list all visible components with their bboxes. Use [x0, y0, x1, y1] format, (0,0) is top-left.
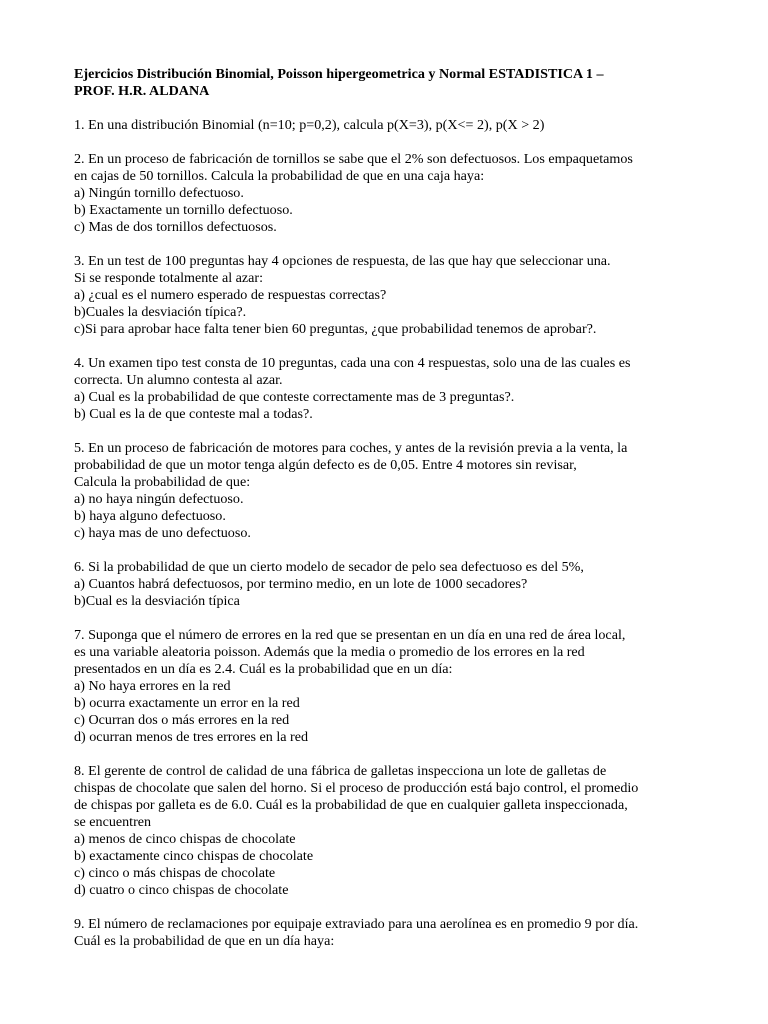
question-line: 2. En un proceso de fabricación de tornillos se sabe que el 2% son defectuosos. Los empaquetamos: [74, 151, 633, 167]
question-line: c)Si para aprobar hace falta tener bien 60 preguntas, ¿que probabilidad tenemos de aprobar?.: [74, 321, 597, 337]
question-line: 1. En una distribución Binomial (n=10; p=0,2), calcula p(X=3), p(X<= 2), p(X > 2): [74, 117, 545, 133]
question-line: Si se responde totalmente al azar:: [74, 270, 264, 286]
question-line: correcta. Un alumno contesta al azar.: [74, 372, 283, 388]
question-7: [74, 627, 714, 746]
question-line: b) exactamente cinco chispas de chocolate: [74, 848, 314, 864]
question-line: b)Cuales la desviación típica?.: [74, 304, 247, 320]
question-3: [74, 253, 714, 338]
question-line: 9. El número de reclamaciones por equipaje extraviado para una aerolínea es en promedio 9 por día.: [74, 916, 639, 932]
question-line: a) menos de cinco chispas de chocolate: [74, 831, 296, 847]
question-line: 7. Suponga que el número de errores en la red que se presentan en un día en una red de área local,: [74, 627, 626, 643]
question-line: a) No haya errores en la red: [74, 678, 231, 694]
question-8: [74, 763, 714, 899]
question-line: a) no haya ningún defectuoso.: [74, 491, 244, 507]
question-line: c) haya mas de uno defectuoso.: [74, 525, 251, 541]
question-line: 3. En un test de 100 preguntas hay 4 opciones de respuesta, de las que hay que seleccionar una.: [74, 253, 611, 269]
question-line: c) Mas de dos tornillos defectuosos.: [74, 219, 277, 235]
document-title: [74, 66, 714, 100]
question-line: Calcula la probabilidad de que:: [74, 474, 251, 490]
question-line: a) Cuantos habrá defectuosos, por termino medio, en un lote de 1000 secadores?: [74, 576, 528, 592]
question-line: presentados en un día es 2.4. Cuál es la probabilidad que en un día:: [74, 661, 453, 677]
question-line: en cajas de 50 tornillos. Calcula la probabilidad de que en una caja haya:: [74, 168, 485, 184]
question-line: 5. En un proceso de fabricación de motores para coches, y antes de la revisión previa a la venta, la: [74, 440, 628, 456]
question-line: 8. El gerente de control de calidad de una fábrica de galletas inspecciona un lote de galletas de: [74, 763, 607, 779]
question-2: [74, 151, 714, 236]
question-4: [74, 355, 714, 423]
question-list: [74, 117, 714, 950]
question-line: Cuál es la probabilidad de que en un día haya:: [74, 933, 335, 949]
question-9: [74, 916, 714, 950]
question-1: [74, 117, 714, 134]
question-line: es una variable aleatoria poisson. Además que la media o promedio de los errores en la red: [74, 644, 585, 660]
question-line: b) haya alguno defectuoso.: [74, 508, 226, 524]
question-line: c) cinco o más chispas de chocolate: [74, 865, 276, 881]
title-line: Ejercicios Distribución Binomial, Poisson hipergeometrica y Normal ESTADISTICA 1 –: [74, 66, 604, 82]
question-line: 6. Si la probabilidad de que un cierto modelo de secador de pelo sea defectuoso es del 5%,: [74, 559, 584, 575]
question-line: probabilidad de que un motor tenga algún defecto es de 0,05. Entre 4 motores sin revisar,: [74, 457, 577, 473]
question-line: b) Exactamente un tornillo defectuoso.: [74, 202, 293, 218]
question-5: [74, 440, 714, 542]
title-line: PROF. H.R. ALDANA: [74, 83, 210, 99]
question-line: a) ¿cual es el numero esperado de respuestas correctas?: [74, 287, 387, 303]
question-line: c) Ocurran dos o más errores en la red: [74, 712, 290, 728]
question-line: de chispas por galleta es de 6.0. Cuál es la probabilidad de que en cualquier galleta inspeccionada,: [74, 797, 628, 813]
question-line: d) ocurran menos de tres errores en la red: [74, 729, 309, 745]
question-line: chispas de chocolate que salen del horno. Si el proceso de producción está bajo control, el promedio: [74, 780, 639, 796]
question-line: a) Cual es la probabilidad de que conteste correctamente mas de 3 preguntas?.: [74, 389, 515, 405]
question-line: b) Cual es la de que conteste mal a todas?.: [74, 406, 313, 422]
question-line: b)Cual es la desviación típica: [74, 593, 240, 609]
question-line: a) Ningún tornillo defectuoso.: [74, 185, 244, 201]
question-line: 4. Un examen tipo test consta de 10 preguntas, cada una con 4 respuestas, solo una de las cuales es: [74, 355, 631, 371]
question-line: b) ocurra exactamente un error en la red: [74, 695, 300, 711]
document-page: [74, 66, 714, 967]
question-line: d) cuatro o cinco chispas de chocolate: [74, 882, 289, 898]
question-6: [74, 559, 714, 610]
question-line: se encuentren: [74, 814, 152, 830]
